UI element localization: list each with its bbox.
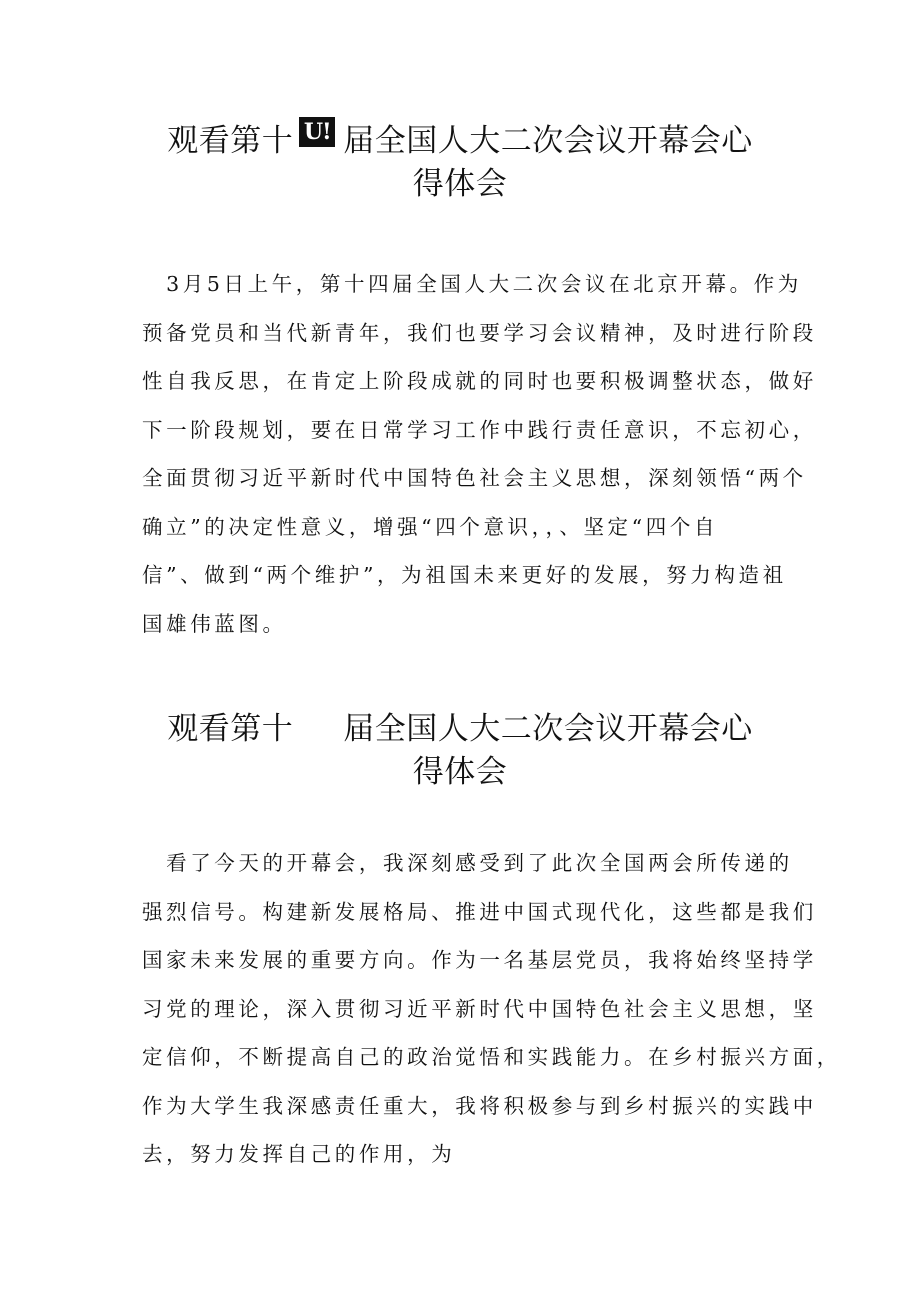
paragraph-line: 国家未来发展的重要方向。作为一名基层党员，我将始终坚持学 — [142, 948, 817, 972]
paragraph-line: 预备党员和当代新青年，我们也要学习会议精神，及时进行阶段 — [142, 320, 817, 345]
paragraph-line: 全面贯彻习近平新时代中国特色社会主义思想，深刻领悟“两个 — [142, 466, 807, 490]
paragraph-line: 国雄伟蓝图。 — [142, 611, 287, 636]
section-1-title-line-1 — [140, 120, 780, 163]
section-1-title-part-a: 观看第十 — [167, 123, 294, 159]
title-gap — [293, 709, 343, 743]
paragraph-line: 习党的理论，深入贯彻习近平新时代中国特色社会主义思想，坚 — [142, 996, 817, 1021]
paragraph-line: 看了今天的开幕会，我深刻感受到了此次全国两会所传递的 — [142, 851, 793, 875]
garbled-glyph: U! — [299, 117, 335, 147]
section-2-title-part-a: 观看第十 — [167, 711, 294, 747]
section-1-title-line-2: 得体会 — [412, 166, 508, 202]
paragraph-line: 性自我反思，在肯定上阶段成就的同时也要积极调整状态，做好 — [142, 369, 817, 393]
section-1-title-part-b: 届全国人大二次会议开幕会心 — [343, 123, 753, 159]
paragraph-line: 强烈信号。构建新发展格局、推进中国式现代化，这些都是我们 — [142, 899, 817, 924]
paragraph-line: 定信仰，不断提高自己的政治觉悟和实践能力。在乡村振兴方面， — [142, 1045, 841, 1069]
paragraph-line: 信”、做到“两个维护”，为祖国未来更好的发展，努力构造祖 — [142, 563, 787, 587]
paragraph-line: 3月5日上午，第十四届全国人大二次会议在北京开幕。作为 — [142, 272, 802, 296]
paragraph-line: 下一阶段规划，要在日常学习工作中践行责任意识，不忘初心， — [142, 417, 817, 442]
section-1-title — [140, 120, 780, 206]
section-2-paragraph — [142, 839, 841, 1179]
paragraph-line: 作为大学生我深感责任重大，我将积极参与到乡村振兴的实践中 — [142, 1093, 817, 1118]
paragraph-line: 确立”的决定性意义，增强“四个意识，，、坚定“四个自 — [142, 514, 719, 539]
section-2-title-part-b: 届全国人大二次会议开幕会心 — [343, 711, 753, 747]
paragraph-line: 去，努力发挥自己的作用，为 — [142, 1142, 456, 1166]
section-2-title-line-2: 得体会 — [412, 754, 508, 790]
section-2-title — [140, 708, 780, 794]
section-2-title-line-1 — [140, 708, 780, 751]
title-gap — [293, 121, 343, 155]
section-1-paragraph — [142, 260, 817, 648]
